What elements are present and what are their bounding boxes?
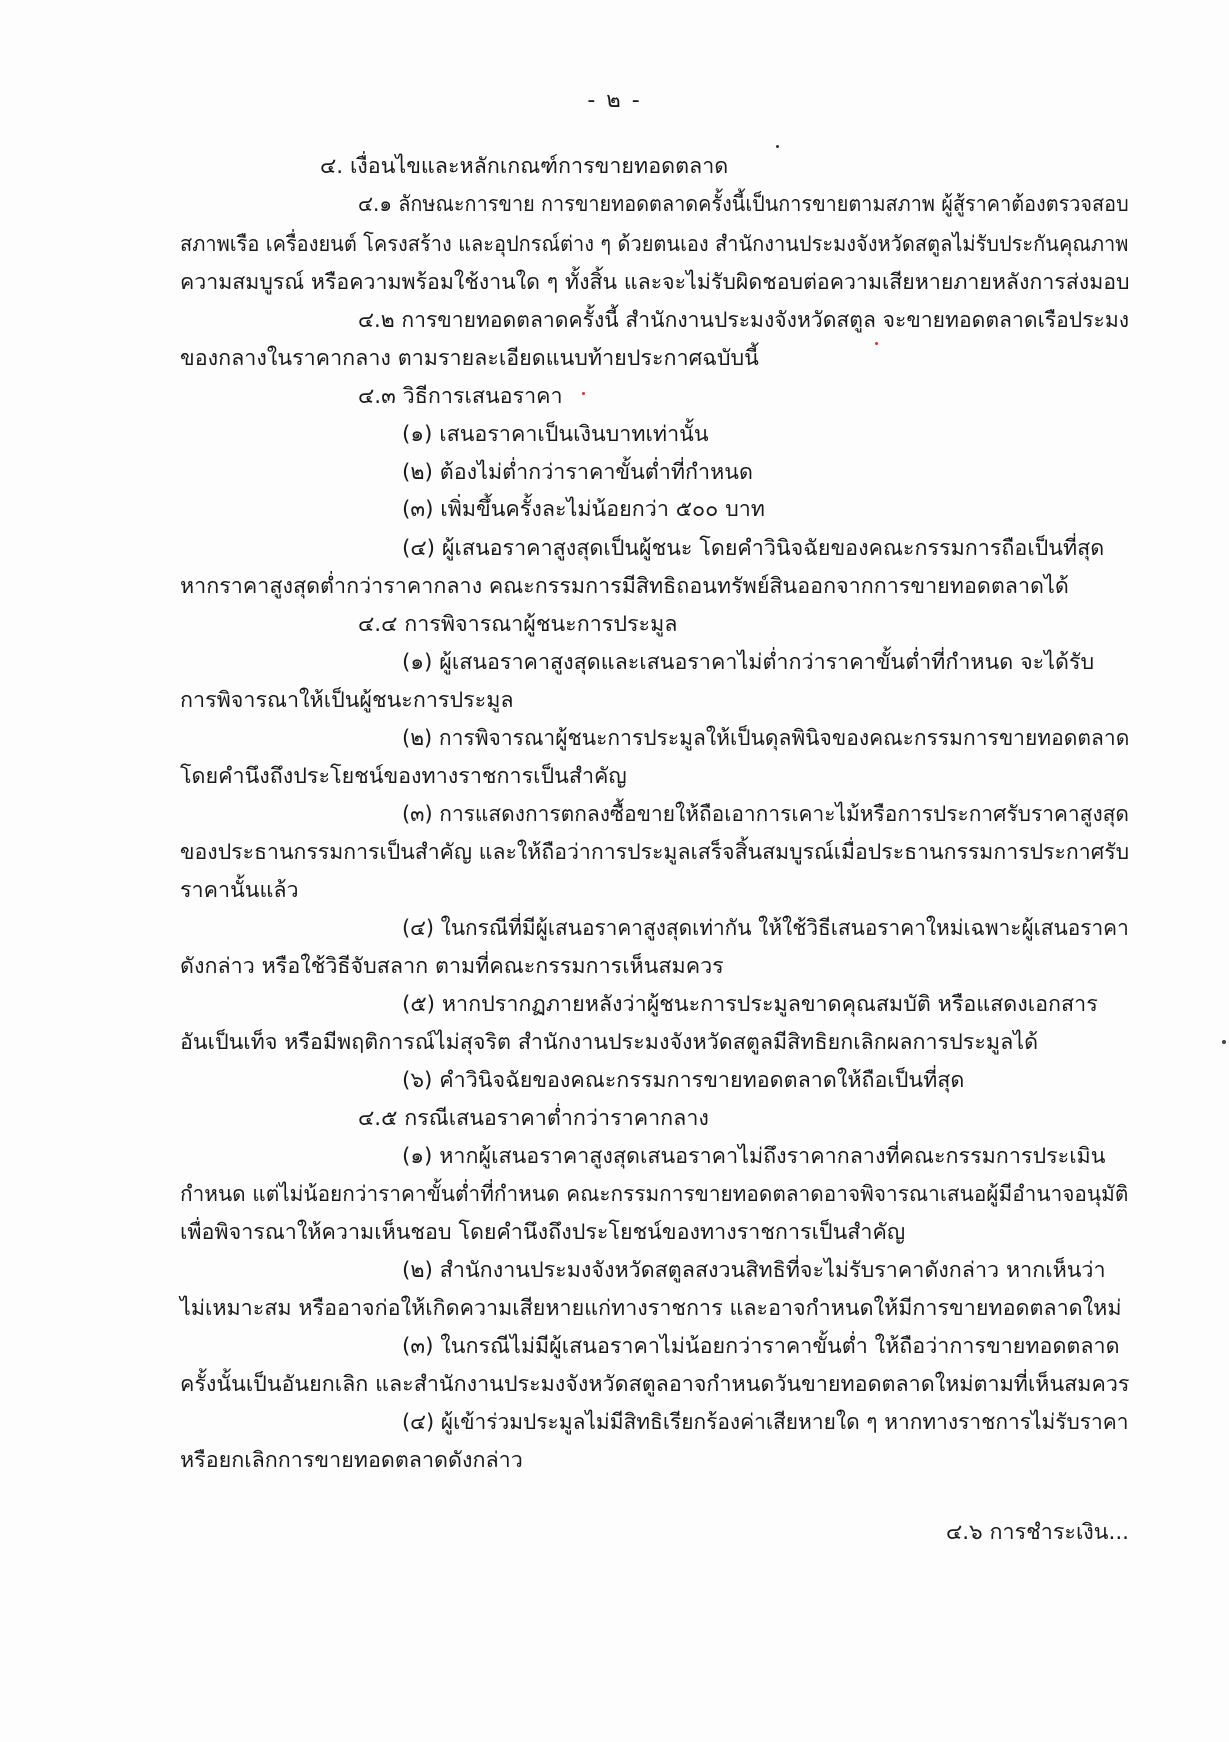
continuation-text: ๔.๖ การชำระเงิน... [945,1520,1129,1545]
clause-4-4-item-4-line-1: (๔) ในกรณีที่มีผู้เสนอราคาสูงสุดเท่ากัน ให้ใช้วิธีเสนอราคาใหม่เฉพาะผู้เสนอราคา [402,916,1129,941]
page-number: - ๒ - [587,88,642,113]
scan-speck [582,392,585,395]
clause-4-4-item-3-line-1: (๓) การแสดงการตกลงซื้อขายให้ถือเอาการเคาะไม้หรือการประกาศรับราคาสูงสุด [402,802,1130,827]
scan-speck [1222,1040,1226,1044]
clause-4-4-item-3-line-3: ราคานั้นแล้ว [180,878,299,903]
clause-4-5-item-4-line-2: หรือยกเลิกการขายทอดตลาดดังกล่าว [180,1448,523,1473]
clause-4-2-line-1: ๔.๒ การขายทอดตลาดครั้งนี้ สำนักงานประมงจังหวัดสตูล จะขายทอดตลาดเรือประมง [358,308,1130,333]
scan-speck [875,342,878,345]
clause-4-4-title: ๔.๔ การพิจารณาผู้ชนะการประมูล [358,612,678,637]
clause-4-1-line-2: สภาพเรือ เครื่องยนต์ โครงสร้าง และอุปกรณ์ต่าง ๆ ด้วยตนเอง สำนักงานประมงจังหวัดสตูลไม่รับประกันคุณภาพ [180,232,1129,257]
clause-4-5-item-1-line-1: (๑) หากผู้เสนอราคาสูงสุดเสนอราคาไม่ถึงราคากลางที่คณะกรรมการประเมิน [402,1144,1106,1169]
clause-4-3-item-2: (๒) ต้องไม่ต่ำกว่าราคาขั้นต่ำที่กำหนด [402,460,753,485]
clause-4-3-item-1: (๑) เสนอราคาเป็นเงินบาทเท่านั้น [402,422,709,447]
clause-4-4-item-4-line-2: ดังกล่าว หรือใช้วิธีจับสลาก ตามที่คณะกรรมการเห็นสมควร [180,954,724,979]
clause-4-4-item-5-line-1: (๕) หากปรากฏภายหลังว่าผู้ชนะการประมูลขาดคุณสมบัติ หรือแสดงเอกสาร [402,992,1098,1017]
clause-4-1-line-3: ความสมบูรณ์ หรือความพร้อมใช้งานใด ๆ ทั้งสิ้น และจะไม่รับผิดชอบต่อความเสียหายภายหลังการส่งมอบ [180,270,1130,295]
scan-speck [776,145,779,148]
clause-4-4-item-1-line-2: การพิจารณาให้เป็นผู้ชนะการประมูล [180,688,514,713]
clause-4-4-item-5-line-2: อันเป็นเท็จ หรือมีพฤติการณ์ไม่สุจริต สำนักงานประมงจังหวัดสตูลมีสิทธิยกเลิกผลการประมูลได้ [180,1030,1039,1055]
clause-4-3-item-4-line-2: หากราคาสูงสุดต่ำกว่าราคากลาง คณะกรรมการมีสิทธิถอนทรัพย์สินออกจากการขายทอดตลาดได้ [180,574,1069,599]
clause-4-5-item-4-line-1: (๔) ผู้เข้าร่วมประมูลไม่มีสิทธิเรียกร้องค่าเสียหายใด ๆ หากทางราชการไม่รับราคา [402,1410,1129,1435]
clause-4-4-item-1-line-1: (๑) ผู้เสนอราคาสูงสุดและเสนอราคาไม่ต่ำกว่าราคาขั้นต่ำที่กำหนด จะได้รับ [402,650,1095,675]
clause-4-3-title: ๔.๓ วิธีการเสนอราคา [358,384,563,409]
clause-4-5-title: ๔.๕ กรณีเสนอราคาต่ำกว่าราคากลาง [358,1106,709,1131]
clause-4-4-item-2-line-1: (๒) การพิจารณาผู้ชนะการประมูลให้เป็นดุลพินิจของคณะกรรมการขายทอดตลาด [402,726,1130,751]
clause-4-5-item-1-line-3: เพื่อพิจารณาให้ความเห็นชอบ โดยคำนึงถึงประโยชน์ของทางราชการเป็นสำคัญ [180,1220,906,1245]
clause-4-5-item-2-line-2: ไม่เหมาะสม หรืออาจก่อให้เกิดความเสียหายแก่ทางราชการ และอาจกำหนดให้มีการขายทอดตลาดใหม่ [180,1296,1122,1321]
clause-4-3-item-3: (๓) เพิ่มขึ้นครั้งละไม่น้อยกว่า ๕๐๐ บาท [402,497,765,522]
clause-4-3-item-4-line-1: (๔) ผู้เสนอราคาสูงสุดเป็นผู้ชนะ โดยคำวินิจฉัยของคณะกรรมการถือเป็นที่สุด [402,536,1105,561]
clause-4-2-line-2: ของกลางในราคากลาง ตามรายละเอียดแนบท้ายประกาศฉบับนี้ [180,346,759,371]
clause-4-1-line-1: ๔.๑ ลักษณะการขาย การขายทอดตลาดครั้งนี้เป็นการขายตามสภาพ ผู้สู้ราคาต้องตรวจสอบ [358,192,1129,217]
section-heading: ๔. เงื่อนไขและหลักเกณฑ์การขายทอดตลาด [320,154,729,179]
clause-4-5-item-3-line-2: ครั้งนั้นเป็นอันยกเลิก และสำนักงานประมงจังหวัดสตูลอาจกำหนดวันขายทอดตลาดใหม่ตามที่เห็นสมควร [180,1372,1130,1397]
clause-4-4-item-2-line-2: โดยคำนึงถึงประโยชน์ของทางราชการเป็นสำคัญ [180,764,627,789]
clause-4-4-item-6: (๖) คำวินิจฉัยของคณะกรรมการขายทอดตลาดให้ถือเป็นที่สุด [402,1068,965,1093]
clause-4-4-item-3-line-2: ของประธานกรรมการเป็นสำคัญ และให้ถือว่าการประมูลเสร็จสิ้นสมบูรณ์เมื่อประธานกรรมการประกาศรับ [180,840,1130,865]
clause-4-5-item-2-line-1: (๒) สำนักงานประมงจังหวัดสตูลสงวนสิทธิที่จะไม่รับราคาดังกล่าว หากเห็นว่า [402,1258,1106,1283]
clause-4-5-item-1-line-2: กำหนด แต่ไม่น้อยกว่าราคาขั้นต่ำที่กำหนด คณะกรรมการขายทอดตลาดอาจพิจารณาเสนอผู้มีอำนาจอนุมัติ [180,1182,1129,1207]
clause-4-5-item-3-line-1: (๓) ในกรณีไม่มีผู้เสนอราคาไม่น้อยกว่าราคาขั้นต่ำ ให้ถือว่าการขายทอดตลาด [402,1334,1120,1359]
